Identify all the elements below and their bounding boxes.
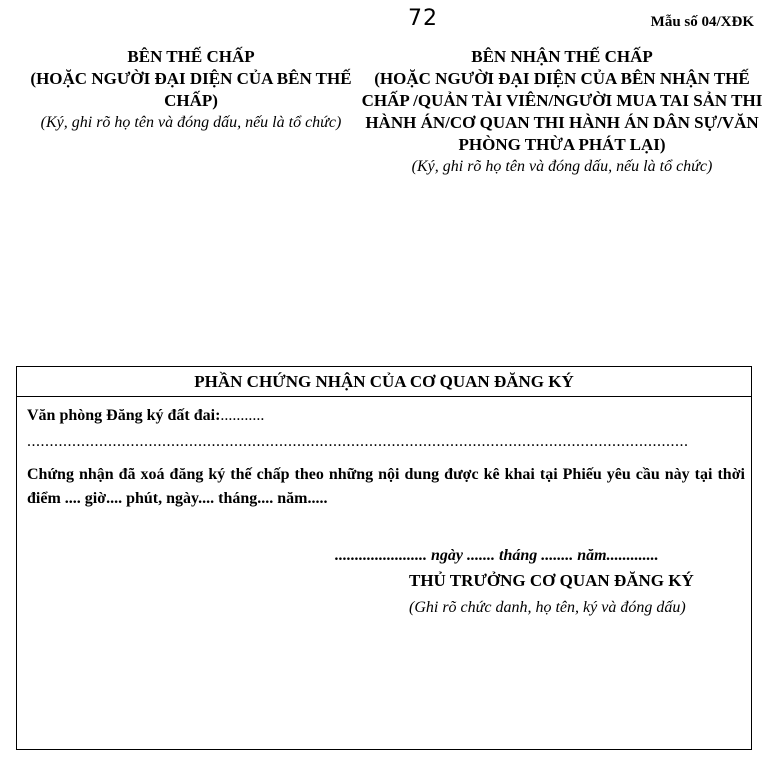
land-registration-office <box>27 407 264 425</box>
mortgagee-signature-block <box>360 46 764 178</box>
date-line: ....................... ngày ....... tháng ........ năm............. <box>335 547 659 564</box>
mortgagor-subtitle: (HOẶC NGƯỜI ĐẠI DIỆN CỦA BÊN THẾ CHẤP) <box>30 69 352 110</box>
dotted-fill-line: ................................................................................................................................................... <box>27 433 689 450</box>
mortgagee-subtitle: (HOẶC NGƯỜI ĐẠI DIỆN CỦA BÊN NHẬN THẾ CHẤP /QUẢN TÀI VIÊN/NGƯỜI MUA TAI SẢN THI HÀNH ÁN/CƠ QUAN THI HÀNH ÁN DÂN SỰ/VĂN PHÒNG THỪA PHÁT LẠI) <box>361 69 763 154</box>
handwritten-page-number: 72 <box>408 6 438 31</box>
mortgagor-title: BÊN THẾ CHẤP <box>127 47 255 66</box>
mortgagor-note: (Ký, ghi rõ họ tên và đóng dấu, nếu là tổ chức) <box>40 114 342 131</box>
mortgagee-note: (Ký, ghi rõ họ tên và đóng dấu, nếu là tổ chức) <box>411 158 713 175</box>
certification-statement: Chứng nhận đã xoá đăng ký thế chấp theo những nội dung được kê khai tại Phiếu yêu cầu này tại thời điểm .... giờ.... phút, ngày.... tháng.... năm..... <box>27 466 745 507</box>
form-number: Mẫu số 04/XĐK <box>650 14 754 30</box>
agency-head-title: THỦ TRƯỞNG CƠ QUAN ĐĂNG KÝ <box>409 571 694 590</box>
mortgagee-title: BÊN NHẬN THẾ CHẤP <box>471 47 653 66</box>
certification-title: PHẦN CHỨNG NHẬN CỦA CƠ QUAN ĐĂNG KÝ <box>17 367 751 397</box>
office-label: Văn phòng Đăng ký đất đai: <box>27 407 221 424</box>
agency-head-note: (Ghi rõ chức danh, họ tên, ký và đóng dấu) <box>409 599 686 616</box>
mortgagor-signature-block <box>28 46 354 134</box>
office-value: ........... <box>220 407 265 424</box>
certification-section <box>16 366 752 750</box>
